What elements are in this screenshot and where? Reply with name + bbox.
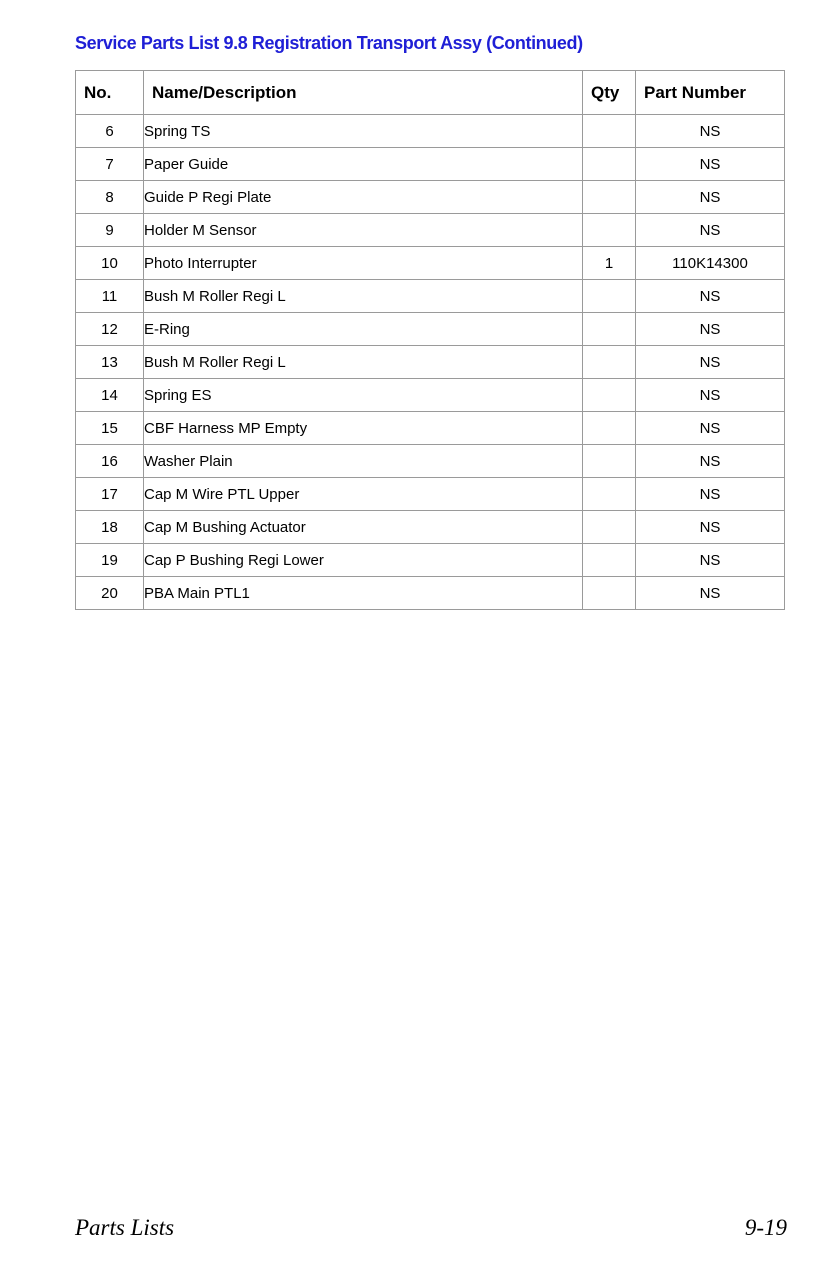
- cell-no: 17: [76, 478, 144, 511]
- cell-qty: [583, 511, 636, 544]
- cell-name: Holder M Sensor: [144, 214, 583, 247]
- cell-no: 16: [76, 445, 144, 478]
- table-row: [76, 313, 785, 346]
- table-row: [76, 280, 785, 313]
- cell-qty: [583, 280, 636, 313]
- table-row: [76, 445, 785, 478]
- cell-part-number: NS: [636, 214, 785, 247]
- table-row: [76, 214, 785, 247]
- table-row: [76, 379, 785, 412]
- cell-part-number: NS: [636, 280, 785, 313]
- cell-part-number: 110K14300: [636, 247, 785, 280]
- table-row: [76, 577, 785, 610]
- table-header-row: [76, 71, 785, 115]
- cell-part-number: NS: [636, 346, 785, 379]
- header-part-number: Part Number: [636, 71, 785, 115]
- table-row: [76, 412, 785, 445]
- cell-no: 8: [76, 181, 144, 214]
- cell-qty: [583, 478, 636, 511]
- cell-qty: [583, 445, 636, 478]
- cell-part-number: NS: [636, 577, 785, 610]
- cell-no: 14: [76, 379, 144, 412]
- cell-qty: [583, 346, 636, 379]
- cell-qty: [583, 181, 636, 214]
- table-body: [76, 115, 785, 610]
- cell-qty: [583, 412, 636, 445]
- footer-section-name: Parts Lists: [75, 1215, 175, 1240]
- cell-name: Spring ES: [144, 379, 583, 412]
- table-row: [76, 511, 785, 544]
- cell-part-number: NS: [636, 148, 785, 181]
- table-row: [76, 181, 785, 214]
- parts-table: [75, 70, 785, 610]
- table-row: [76, 544, 785, 577]
- cell-name: Bush M Roller Regi L: [144, 346, 583, 379]
- cell-no: 15: [76, 412, 144, 445]
- cell-name: Cap P Bushing Regi Lower: [144, 544, 583, 577]
- cell-part-number: NS: [636, 544, 785, 577]
- cell-no: 12: [76, 313, 144, 346]
- cell-name: PBA Main PTL1: [144, 577, 583, 610]
- table-row: [76, 148, 785, 181]
- cell-no: 13: [76, 346, 144, 379]
- cell-qty: [583, 115, 636, 148]
- cell-no: 11: [76, 280, 144, 313]
- cell-qty: [583, 544, 636, 577]
- header-qty: Qty: [583, 71, 636, 115]
- cell-part-number: NS: [636, 412, 785, 445]
- cell-part-number: NS: [636, 313, 785, 346]
- cell-name: Bush M Roller Regi L: [144, 280, 583, 313]
- page-title: Service Parts List 9.8 Registration Transport Assy (Continued): [75, 33, 583, 53]
- cell-name: Washer Plain: [144, 445, 583, 478]
- cell-part-number: NS: [636, 379, 785, 412]
- table-row: [76, 115, 785, 148]
- cell-name: Cap M Bushing Actuator: [144, 511, 583, 544]
- footer-page-number: 9-19: [744, 1215, 787, 1240]
- cell-no: 6: [76, 115, 144, 148]
- cell-no: 20: [76, 577, 144, 610]
- cell-no: 10: [76, 247, 144, 280]
- cell-qty: [583, 214, 636, 247]
- cell-name: Paper Guide: [144, 148, 583, 181]
- cell-qty: [583, 148, 636, 181]
- table-row: [76, 478, 785, 511]
- cell-part-number: NS: [636, 445, 785, 478]
- cell-qty: [583, 577, 636, 610]
- cell-part-number: NS: [636, 181, 785, 214]
- table-row: [76, 247, 785, 280]
- cell-part-number: NS: [636, 478, 785, 511]
- cell-no: 19: [76, 544, 144, 577]
- table-row: [76, 346, 785, 379]
- cell-part-number: NS: [636, 511, 785, 544]
- cell-name: E-Ring: [144, 313, 583, 346]
- cell-no: 7: [76, 148, 144, 181]
- header-no: No.: [76, 71, 144, 115]
- cell-name: CBF Harness MP Empty: [144, 412, 583, 445]
- cell-name: Guide P Regi Plate: [144, 181, 583, 214]
- cell-name: Photo Interrupter: [144, 247, 583, 280]
- cell-name: Spring TS: [144, 115, 583, 148]
- cell-qty: [583, 379, 636, 412]
- cell-no: 18: [76, 511, 144, 544]
- cell-qty: 1: [583, 247, 636, 280]
- cell-part-number: NS: [636, 115, 785, 148]
- cell-qty: [583, 313, 636, 346]
- cell-no: 9: [76, 214, 144, 247]
- header-name: Name/Description: [144, 71, 583, 115]
- cell-name: Cap M Wire PTL Upper: [144, 478, 583, 511]
